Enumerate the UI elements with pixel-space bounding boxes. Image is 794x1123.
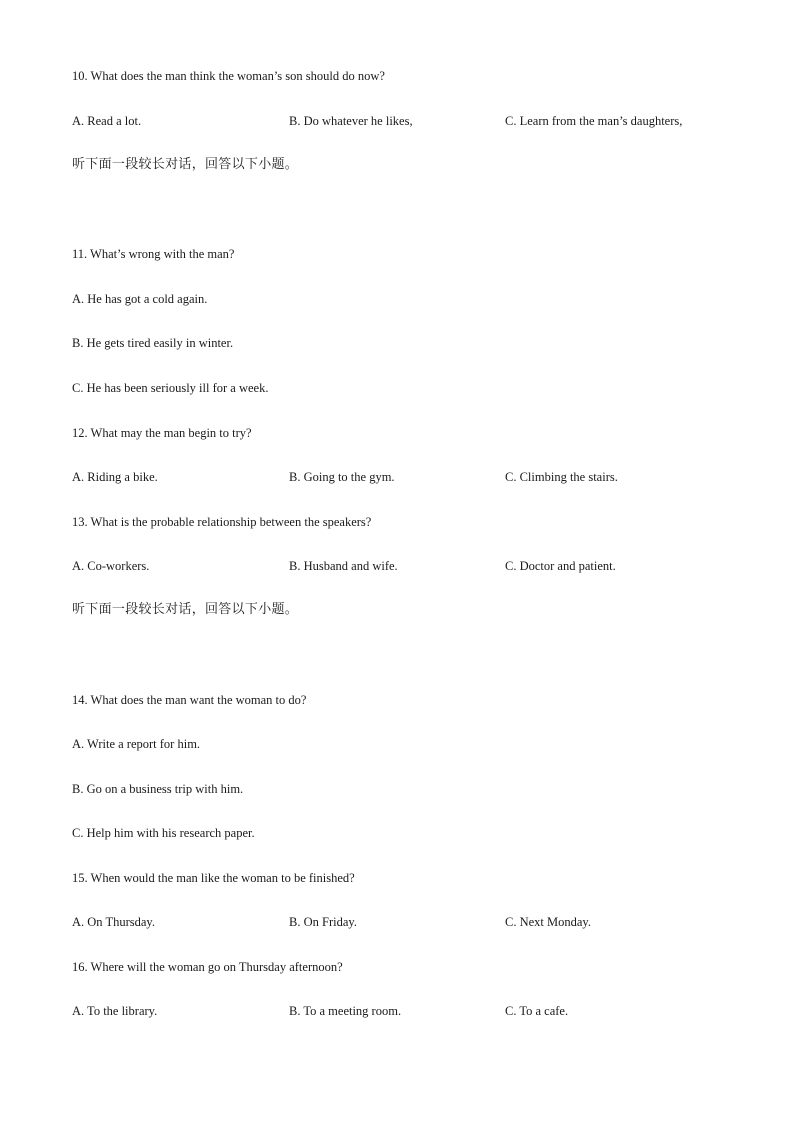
- q16-option-a: A. To the library.: [72, 1004, 158, 1018]
- q15-option-b: B. On Friday.: [289, 915, 357, 929]
- q14-option-b: B. Go on a business trip with him.: [72, 782, 244, 796]
- q16-option-b: B. To a meeting room.: [289, 1004, 402, 1018]
- question-14: 14. What does the man want the woman to do?: [72, 693, 307, 707]
- q14-option-c: C. Help him with his research paper.: [72, 826, 255, 840]
- section-instruction-1: 听下面一段较长对话，回答以下小题。: [72, 157, 299, 172]
- question-15: 15. When would the man like the woman to be finished?: [72, 871, 355, 885]
- q10-option-b: B. Do whatever he likes,: [289, 114, 413, 128]
- question-11: 11. What’s wrong with the man?: [72, 247, 235, 261]
- question-16: 16. Where will the woman go on Thursday afternoon?: [72, 960, 343, 974]
- q12-option-a: A. Riding a bike.: [72, 470, 158, 484]
- q15-option-a: A. On Thursday.: [72, 915, 155, 929]
- q13-option-b: B. Husband and wife.: [289, 559, 398, 573]
- q14-option-a: A. Write a report for him.: [72, 737, 201, 751]
- q13-option-a: A. Co-workers.: [72, 559, 150, 573]
- q13-option-c: C. Doctor and patient.: [505, 559, 616, 573]
- q10-option-c: C. Learn from the man’s daughters,: [505, 114, 683, 128]
- section-instruction-2: 听下面一段较长对话，回答以下小题。: [72, 602, 299, 617]
- question-10: 10. What does the man think the woman’s son should do now?: [72, 69, 385, 83]
- q16-option-c: C. To a cafe.: [505, 1004, 569, 1018]
- q12-option-b: B. Going to the gym.: [289, 470, 395, 484]
- q12-option-c: C. Climbing the stairs.: [505, 470, 618, 484]
- q11-option-a: A. He has got a cold again.: [72, 292, 208, 306]
- q11-option-c: C. He has been seriously ill for a week.: [72, 381, 269, 395]
- q10-option-a: A. Read a lot.: [72, 114, 142, 128]
- q15-option-c: C. Next Monday.: [505, 915, 591, 929]
- q11-option-b: B. He gets tired easily in winter.: [72, 336, 234, 350]
- question-13: 13. What is the probable relationship between the speakers?: [72, 515, 372, 529]
- question-12: 12. What may the man begin to try?: [72, 426, 252, 440]
